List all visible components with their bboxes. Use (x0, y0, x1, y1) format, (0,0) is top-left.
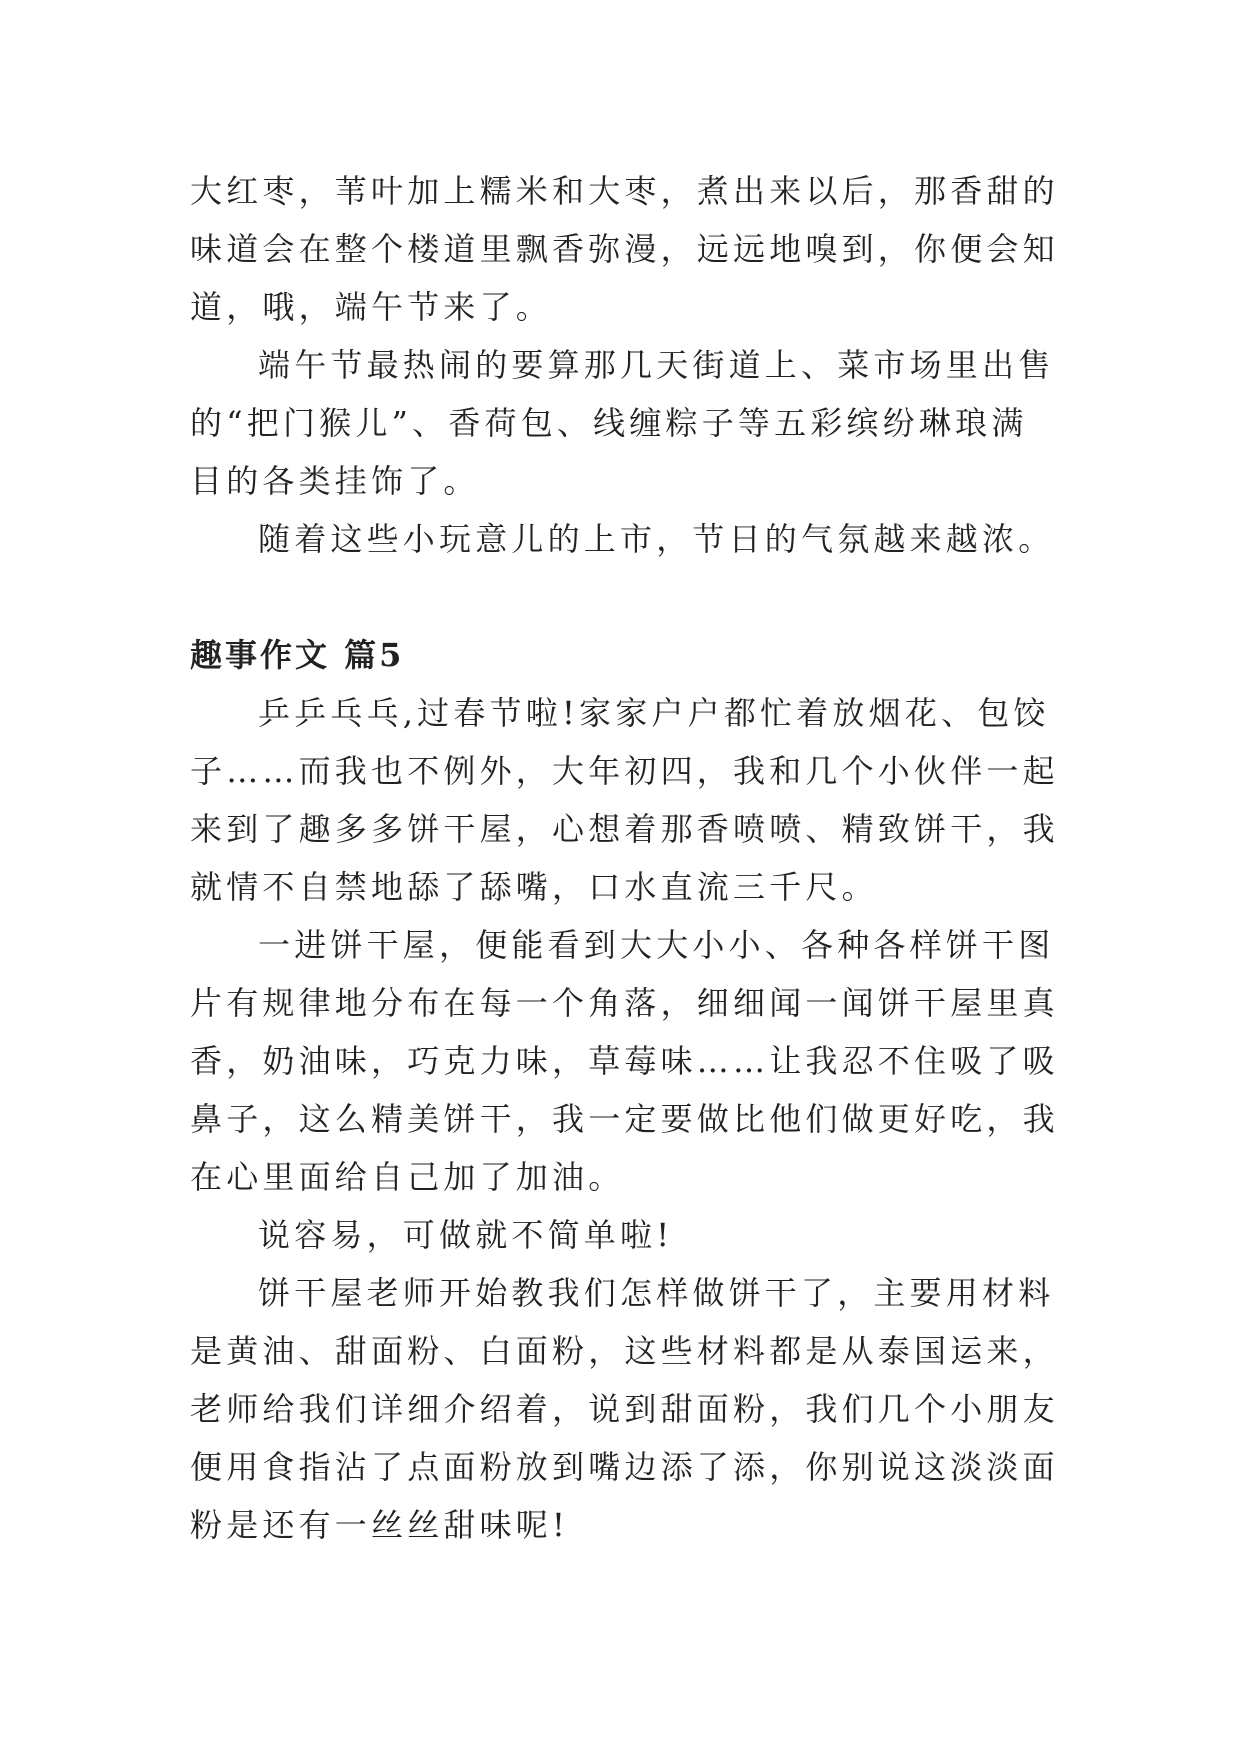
paragraph-continuation: 大红枣，苇叶加上糯米和大枣，煮出来以后，那香甜的味道会在整个楼道里飘香弥漫，远远地嗅到，你便会知道，哦，端午节来了。 (190, 172, 1059, 326)
paragraph-cookie-house: 一进饼干屋，便能看到大大小小、各种各样饼干图片有规律地分布在每一个角落，细细闻一闻饼干屋里真香，奶油味，巧克力味，草莓味……让我忍不住吸了吸鼻子，这么精美饼干，我一定要做比他们做更好吃，我在心里面给自己加了加油。 (190, 926, 1059, 1196)
document-page (190, 162, 1060, 1554)
paragraph-not-easy: 说容易，可做就不简单啦! (258, 1216, 674, 1254)
paragraph-festival-atmosphere: 随着这些小玩意儿的上市，节日的气氛越来越浓。 (258, 520, 1055, 558)
section-heading: 趣事作文 篇5 (190, 636, 405, 674)
paragraph-festival-decorations: 端午节最热闹的要算那几天街道上、菜市场里出售的“把门猴儿”、香荷包、线缠粽子等五彩缤纷琳琅满目的各类挂饰了。 (190, 346, 1055, 500)
paragraph-spring-festival: 乒乒乓乓,过春节啦!家家户户都忙着放烟花、包饺子……而我也不例外，大年初四，我和几个小伙伴一起来到了趣多多饼干屋，心想着那香喷喷、精致饼干，我就情不自禁地舔了舔嘴，口水直流三千尺。 (190, 694, 1059, 906)
paragraph-materials: 饼干屋老师开始教我们怎样做饼干了，主要用材料是黄油、甜面粉、白面粉，这些材料都是从泰国运来，老师给我们详细介绍着，说到甜面粉，我们几个小朋友便用食指沾了点面粉放到嘴边添了添，你别说这淡淡面粉是还有一丝丝甜味呢! (190, 1274, 1059, 1544)
